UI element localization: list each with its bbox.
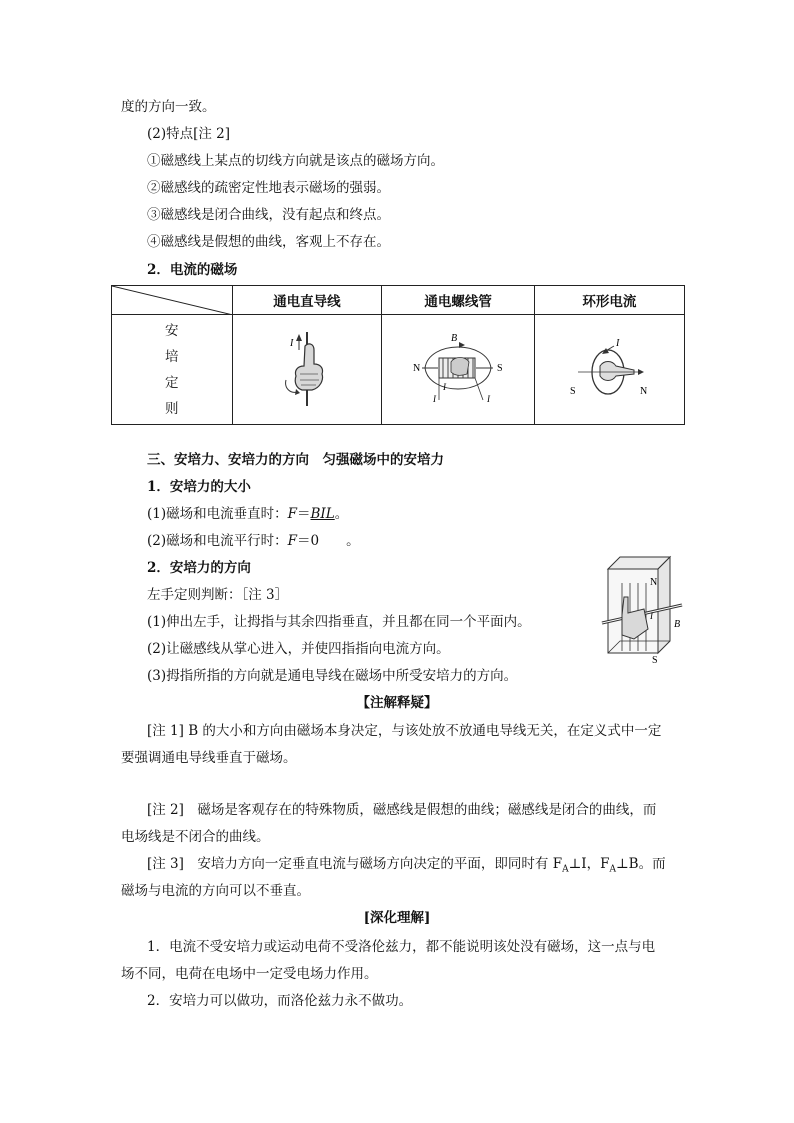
current-label: I — [616, 337, 620, 349]
left-hand-rule-figure — [600, 553, 686, 673]
feature-item: ①磁感线上某点的切线方向就是该点的磁场方向。 — [147, 153, 444, 169]
note-3-cont: 磁场与电流的方向可以不垂直。 — [121, 883, 310, 899]
text-line: (2)让磁感线从掌心进入，并使四指指向电流方向。 — [147, 641, 450, 657]
row-label-char: 定 — [165, 374, 179, 391]
diagonal-line — [112, 286, 233, 315]
feature-item: ③磁感线是闭合曲线，没有起点和终点。 — [147, 207, 390, 223]
formula-line — [147, 505, 348, 523]
formula-end: 。 — [334, 506, 349, 522]
subsection-heading: 1．安培力的大小 — [147, 479, 251, 495]
note-2: [注 2] 磁场是客观存在的特殊物质，磁感线是假想的曲线；磁感线是闭合的曲线，而 — [147, 802, 657, 818]
section-heading: 2．电流的磁场 — [147, 262, 238, 278]
current-field-table — [111, 285, 685, 425]
row-label-char: 安 — [165, 322, 179, 339]
note-3-text: ⊥B。而 — [615, 856, 666, 872]
subsection-heading: 2．安培力的方向 — [147, 560, 251, 576]
note-3-text: [注 3] 安培力方向一定垂直电流与磁场方向决定的平面，即同时有 F — [147, 856, 563, 872]
row-label-char: 则 — [165, 400, 179, 417]
note-3-text: ⊥I，F — [568, 856, 610, 872]
diagonal-header-cell — [112, 286, 233, 315]
note-1: [注 1] B 的大小和方向由磁场本身决定，与该处放不放通电导线无关，在定义式中一定 — [147, 723, 662, 739]
subscript: A — [609, 864, 616, 875]
feature-item: ④磁感线是假想的曲线，客观上不存在。 — [147, 234, 390, 250]
formula-symbol: F — [287, 533, 297, 549]
north-pole-label: N — [650, 577, 658, 588]
deep-item-1-cont: 场不同，电荷在电场中一定受电场力作用。 — [121, 966, 378, 982]
south-pole-label: S — [570, 385, 576, 397]
ring-current-figure-cell — [534, 315, 684, 425]
text-line: 度的方向一致。 — [121, 99, 216, 115]
field-B-label: B — [674, 619, 681, 630]
north-pole-label: N — [640, 385, 648, 397]
subscript: A — [562, 864, 569, 875]
note-2-cont: 电场线是不闭合的曲线。 — [121, 829, 270, 845]
text-line: (1)伸出左手，让拇指与其余四指垂直，并且都在同一个平面内。 — [147, 614, 531, 630]
solenoid-figure-cell — [382, 315, 534, 425]
deep-item-2: 2．安培力可以做功，而洛伦兹力永不做功。 — [147, 993, 413, 1009]
formula-value: BIL — [310, 506, 335, 522]
current-label: I — [443, 381, 447, 392]
current-label: I — [487, 393, 491, 404]
formula-prefix: (1)磁场和电流垂直时： — [147, 506, 288, 522]
row-label-ampere-rule — [112, 315, 233, 425]
feature-heading: (2)特点[注 2] — [147, 126, 231, 142]
deep-title: [深化理解] — [363, 910, 431, 926]
formula-equals: ＝ — [297, 506, 311, 522]
current-label: I — [433, 393, 437, 404]
text-line: (3)拇指所指的方向就是通电导线在磁场中所受安培力的方向。 — [147, 668, 518, 684]
header-solenoid: 通电螺线管 — [382, 286, 534, 315]
current-label: I — [650, 611, 653, 621]
formula-equals: ＝0 。 — [297, 533, 360, 549]
header-ring-current: 环形电流 — [534, 286, 684, 315]
header-straight-wire: 通电直导线 — [232, 286, 382, 315]
notes-title: 【注解释疑】 — [356, 695, 438, 711]
formula-symbol: F — [287, 506, 297, 522]
note-3 — [147, 855, 666, 879]
section-title: 三、安培力、安培力的方向 匀强磁场中的安培力 — [147, 452, 444, 468]
row-label-char: 培 — [165, 348, 179, 365]
field-B-label: B — [451, 332, 458, 344]
straight-wire-hand-figure — [272, 328, 342, 408]
south-pole-label: S — [652, 655, 658, 666]
formula-prefix: (2)磁场和电流平行时： — [147, 533, 288, 549]
text-line: 左手定则判断：［注 3］ — [147, 587, 289, 603]
solenoid-hand-figure — [403, 328, 513, 408]
north-pole-label: N — [413, 362, 421, 374]
formula-line — [147, 532, 360, 550]
south-pole-label: S — [497, 362, 503, 374]
feature-item: ②磁感线的疏密定性地表示磁场的强弱。 — [147, 180, 390, 196]
straight-wire-figure-cell — [232, 315, 382, 425]
ring-current-hand-figure — [564, 328, 654, 408]
note-1-cont: 要强调通电导线垂直于磁场。 — [121, 750, 297, 766]
current-label: I — [289, 337, 294, 349]
deep-item-1: 1．电流不受安培力或运动电荷不受洛伦兹力，都不能说明该处没有磁场，这一点与电 — [147, 939, 656, 955]
